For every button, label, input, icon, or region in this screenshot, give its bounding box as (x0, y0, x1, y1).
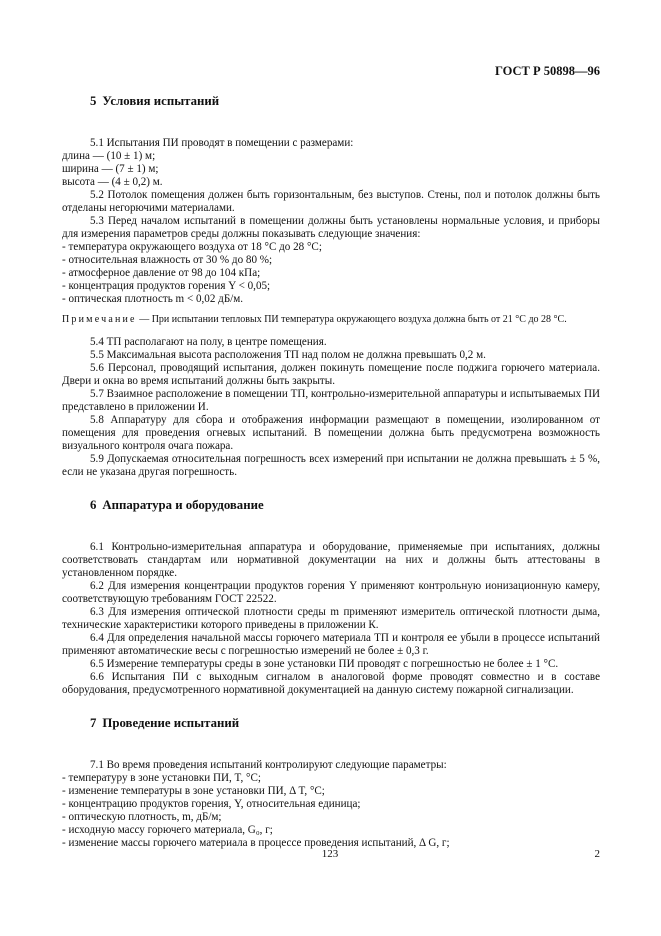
paragraph-6-1: 6.1 Контрольно-измерительная аппаратура и оборудование, применяемые при испытаниях, должны соответствовать стандартам или нормативной документации на них и должны быть аттестованы в установленном порядке. (62, 541, 600, 579)
note-text: — При испытании тепловых ПИ температура окружающего воздуха должна быть от 21 °С до 28 °С. (139, 314, 567, 325)
paragraph-6-2: 6.2 Для измерения концентрации продуктов горения Y применяют контрольную ионизационную камеру, соответствующую требованиям ГОСТ 22522. (62, 580, 600, 605)
section-7-heading (90, 715, 600, 731)
section-title: Условия испытаний (102, 94, 220, 108)
spacer (62, 327, 600, 336)
section-number: 5 (90, 94, 97, 108)
paragraph-5-5: 5.5 Максимальная высота расположения ТП над полом не должна превышать 0,2 м. (90, 349, 486, 361)
folio-number: 123 (321, 848, 339, 860)
parameter-initial-mass: - исходную массу горючего материала, G₀, г; (62, 824, 273, 836)
condition-optical-density: - оптическая плотность m < 0,02 дБ/м. (62, 293, 244, 305)
section-5-heading (90, 93, 600, 109)
paragraph-5-2: 5.2 Потолок помещения должен быть горизонтальным, без выступов. Стены, пол и потолок должны быть отделаны негорючими материалами. (62, 189, 600, 214)
paragraph-7-1: 7.1 Во время проведения испытаний контролируют следующие параметры: (90, 759, 447, 771)
paragraph-6-6: 6.6 Испытания ПИ с выходным сигналом в аналоговой форме проводят совместно и в составе оборудования, предусмотренного нормативной документацией на данную систему пожарной сигнализации. (62, 671, 600, 696)
paragraph-5-6: 5.6 Персонал, проводящий испытания, должен покинуть помещение после поджига горючего материала. Двери и окна во время испытаний должны быть закрыты. (62, 362, 600, 387)
section-title: Аппаратура и оборудование (102, 498, 264, 512)
paragraph-5-7: 5.7 Взаимное расположение в помещении ТП, контрольно-измерительной аппаратуры и испытываемых ПИ представлено в приложении И. (62, 388, 600, 413)
dimension-height: высота — (4 ± 0,2) м. (62, 176, 163, 188)
standard-designation: ГОСТ Р 50898—96 (494, 64, 600, 78)
paragraph-5-3: 5.3 Перед началом испытаний в помещении должны быть установлены нормальные условия, и приборы для измерения параметров среды должны показывать следующие значения: (62, 215, 600, 240)
condition-concentration: - концентрация продуктов горения Y < 0,05; (62, 280, 271, 292)
paragraph-5-8: 5.8 Аппаратуру для сбора и отображения информации размещают в помещении, изолированном от помещения для проведения огневых испытаний. В помещении должна быть предусмотрена возможность визуального контроля очага пожара. (62, 414, 600, 452)
parameter-optical-density: - оптическую плотность, m, дБ/м; (62, 811, 222, 823)
paragraph-6-4: 6.4 Для определения начальной массы горючего материала ТП и контроля ее убыли в процессе испытаний применяют автоматические весы с погрешностью измерений не более ± 0,3 г. (62, 632, 600, 657)
section-6-heading (90, 497, 600, 513)
dimension-width: ширина — (7 ± 1) м; (62, 163, 159, 175)
condition-pressure: - атмосферное давление от 98 до 104 кПа; (62, 267, 261, 279)
spacer (62, 743, 600, 759)
parameter-temperature-change: - изменение температуры в зоне установки ПИ, Δ T, °С; (62, 785, 325, 797)
page-number: 2 (594, 848, 600, 860)
condition-temperature: - температура окружающего воздуха от 18 °С до 28 °С; (62, 241, 322, 253)
page-content (62, 93, 600, 850)
spacer (62, 121, 600, 137)
dimension-length: длина — (10 ± 1) м; (62, 150, 156, 162)
section-number: 7 (90, 716, 97, 730)
spacer (62, 525, 600, 541)
paragraph-6-3: 6.3 Для измерения оптической плотности среды m применяют измеритель оптической плотности дыма, технические характеристики которого приведены в приложении К. (62, 606, 600, 631)
paragraph-5-4: 5.4 ТП располагают на полу, в центре помещения. (90, 336, 327, 348)
paragraph-6-5: 6.5 Измерение температуры среды в зоне установки ПИ проводят с погрешностью не более ± 1 °С. (90, 658, 559, 670)
section-title: Проведение испытаний (102, 716, 240, 730)
note (62, 313, 600, 327)
parameter-concentration: - концентрацию продуктов горения, Y, относительная единица; (62, 798, 361, 810)
spacer (62, 697, 600, 715)
note-label: Примечание (62, 314, 137, 325)
parameter-temperature: - температуру в зоне установки ПИ, T, °С; (62, 772, 261, 784)
paragraph-5-9: 5.9 Допускаемая относительная погрешность всех измерений при испытании не должна превышать ± 5 %, если не указана другая погрешность. (62, 453, 600, 478)
section-number: 6 (90, 498, 97, 512)
condition-humidity: - относительная влажность от 30 % до 80 %; (62, 254, 273, 266)
paragraph-5-1: 5.1 Испытания ПИ проводят в помещении с размерами: (90, 137, 354, 149)
spacer (62, 479, 600, 497)
parameter-mass-change: - изменение массы горючего материала в процессе проведения испытаний, Δ G, г; (62, 837, 450, 849)
